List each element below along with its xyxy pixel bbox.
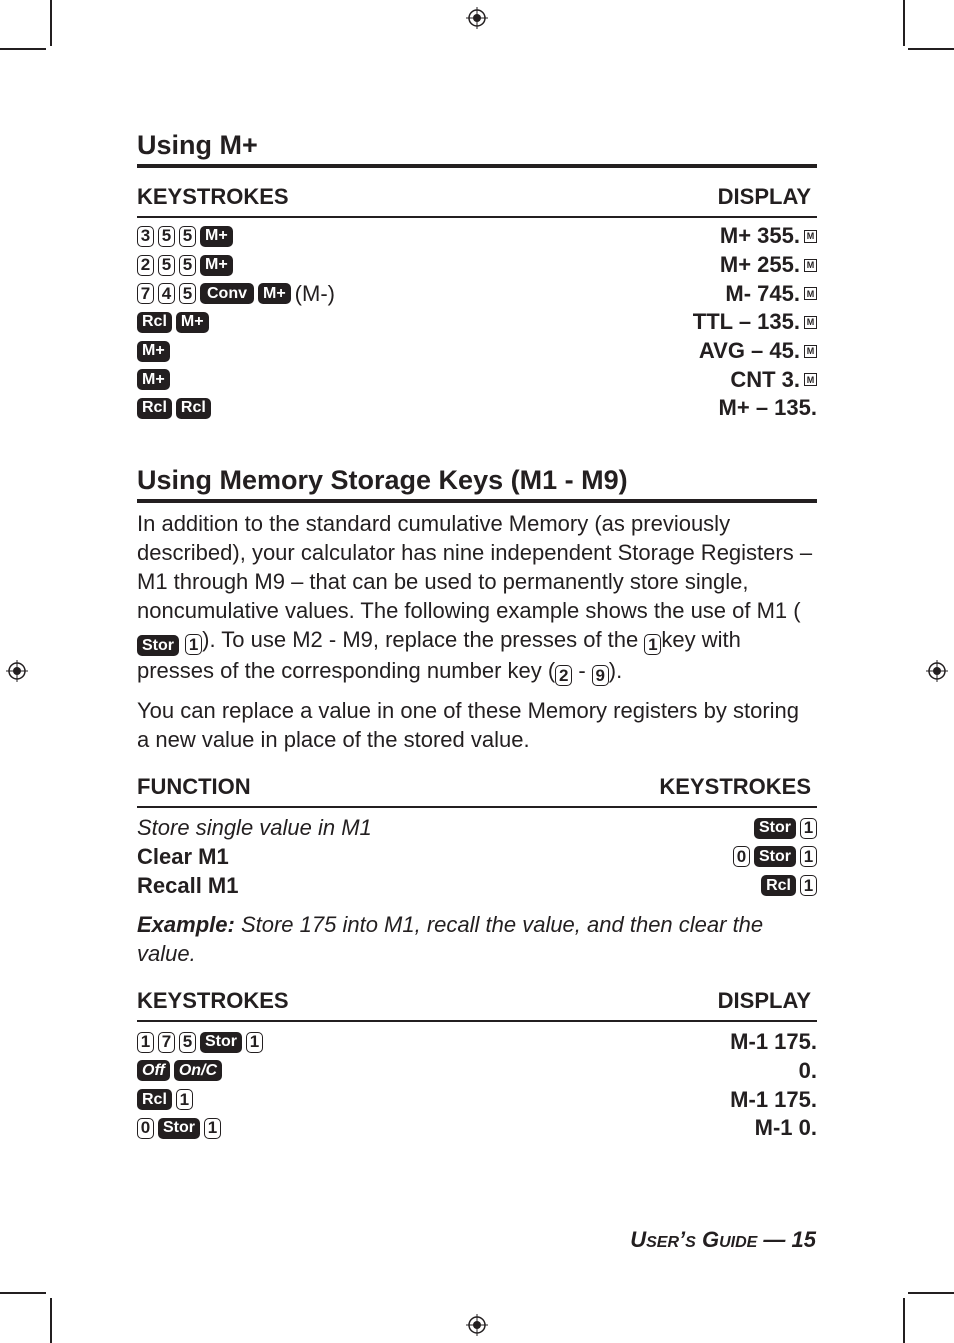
- key-rcl: Rcl: [176, 398, 211, 419]
- keystroke-cell: [137, 312, 209, 333]
- section-title-using-m-plus: Using M+: [137, 130, 258, 160]
- display-value: M+ 255.: [719, 252, 800, 278]
- table-row: [137, 1028, 817, 1057]
- crop-mark: [903, 1298, 905, 1343]
- table-row: [137, 394, 817, 423]
- key-7: 7: [158, 1032, 175, 1053]
- key-mplus: M+: [200, 255, 233, 276]
- table-row: [137, 337, 817, 366]
- key-mplus: M+: [176, 312, 209, 333]
- key-5: 5: [179, 1032, 196, 1053]
- function-label: Clear M1: [137, 843, 229, 869]
- text-span: -: [572, 657, 592, 683]
- divider: [137, 499, 817, 503]
- display-cell: [799, 1058, 817, 1084]
- keystroke-cell: [137, 369, 170, 390]
- keystroke-cell: [137, 1032, 263, 1053]
- key-1: 1: [800, 818, 817, 839]
- key-rcl: Rcl: [137, 398, 172, 419]
- key-1: 1: [176, 1089, 193, 1110]
- example-text: Store 175 into M1, recall the value, and then clear the value.: [137, 911, 764, 966]
- text-span: In addition to the standard cumulative Memory (as previously described), your calculator has nine independent Storage Registers – M1 through M9 – that can be used to permanently store single, noncumulative values. The following example shows the use of M1 (: [137, 510, 813, 623]
- footer-text: SER: [646, 1234, 680, 1251]
- key-5: 5: [179, 255, 196, 276]
- key-conv: Conv: [200, 283, 254, 304]
- memory-indicator-icon: M: [804, 259, 817, 272]
- key-mplus: M+: [137, 369, 170, 390]
- key-1: 1: [137, 1032, 154, 1053]
- footer-text: S: [685, 1234, 696, 1251]
- example-table: [137, 1022, 817, 1143]
- key-stor: Stor: [200, 1032, 242, 1053]
- key-stor: Stor: [158, 1118, 200, 1139]
- column-header-keystrokes: KEYSTROKES: [137, 184, 289, 209]
- keystroke-cell: [137, 341, 170, 362]
- key-1: 1: [204, 1118, 221, 1139]
- memory-indicator-icon: M: [804, 345, 817, 358]
- function-label: Store single value in M1: [137, 815, 372, 841]
- display-value: M+ 355.: [719, 223, 800, 249]
- keystroke-cell: [137, 398, 211, 419]
- display-cell: [725, 281, 817, 307]
- column-header-display: DISPLAY: [717, 987, 811, 1013]
- display-value: M-1 175.: [730, 1086, 817, 1112]
- key-1: 1: [644, 634, 661, 655]
- table-row: [137, 1085, 817, 1114]
- table-row: [137, 279, 817, 308]
- key-mplus: M+: [200, 226, 233, 247]
- key-0: 0: [733, 846, 750, 867]
- crop-mark: [0, 1292, 46, 1294]
- memory-indicator-icon: M: [804, 316, 817, 329]
- display-cell: [730, 1029, 817, 1055]
- keystroke-cell: [137, 1089, 193, 1110]
- table-row: [137, 251, 817, 280]
- display-cell: [719, 395, 817, 421]
- example-label: Example:: [137, 911, 235, 937]
- text-span: ).: [608, 657, 623, 683]
- footer-text: G: [701, 1227, 720, 1252]
- crop-mark: [908, 1292, 954, 1294]
- key-4: 4: [158, 283, 175, 304]
- display-value: M-1 0.: [754, 1115, 817, 1141]
- footer-page-number: — 15: [757, 1227, 816, 1252]
- key-rcl: Rcl: [137, 1089, 172, 1110]
- key-stor: Stor: [137, 635, 179, 656]
- display-cell: [720, 223, 817, 249]
- crop-mark: [0, 48, 46, 50]
- crop-mark: [908, 48, 954, 50]
- replace-paragraph: You can replace a value in one of these Memory registers by storing a new value in place of the stored value.: [137, 697, 799, 752]
- display-cell: [693, 309, 817, 335]
- display-cell: [730, 367, 817, 393]
- key-9: 9: [592, 665, 609, 686]
- crop-mark: [50, 0, 52, 46]
- keystroke-note: (M-): [294, 280, 335, 306]
- function-label: Recall M1: [137, 872, 239, 898]
- key-mplus: M+: [137, 341, 170, 362]
- display-value: 0.: [798, 1057, 817, 1083]
- column-header-function: FUNCTION: [137, 773, 251, 799]
- keystroke-table: [137, 218, 817, 423]
- column-header-keystrokes: KEYSTROKES: [659, 773, 811, 799]
- display-value: M+ – 135.: [718, 395, 817, 421]
- text-span: key with presses of the corresponding number key (: [137, 626, 741, 683]
- keystroke-cell: [137, 255, 233, 276]
- page-content: [137, 128, 817, 1143]
- column-header-display: DISPLAY: [717, 184, 811, 209]
- registration-mark-icon: [6, 660, 28, 682]
- key-5: 5: [179, 283, 196, 304]
- keystroke-cell: [137, 226, 233, 247]
- key-2: 2: [555, 665, 572, 686]
- key-3: 3: [137, 226, 154, 247]
- display-cell: [720, 252, 817, 278]
- key-1: 1: [185, 634, 202, 655]
- display-value: M-1 175.: [730, 1029, 817, 1055]
- key-5: 5: [179, 226, 196, 247]
- display-value: TTL – 135.: [692, 309, 800, 335]
- key-stor: Stor: [754, 846, 796, 867]
- display-cell: [730, 1087, 817, 1113]
- crop-mark: [903, 0, 905, 46]
- key-2: 2: [137, 255, 154, 276]
- display-value: CNT 3.: [730, 366, 800, 392]
- footer-text: UIDE: [719, 1234, 758, 1251]
- display-value: M- 745.: [725, 280, 800, 306]
- memory-indicator-icon: M: [804, 230, 817, 243]
- key-1: 1: [800, 875, 817, 896]
- key-on-c: On/C: [174, 1060, 222, 1081]
- table-row: [137, 222, 817, 251]
- intro-paragraph: [137, 509, 817, 686]
- column-header-keystrokes: KEYSTROKES: [137, 987, 289, 1013]
- keystroke-cell: [137, 281, 335, 307]
- display-cell: [699, 338, 817, 364]
- page-footer: [630, 1227, 816, 1253]
- key-mplus: M+: [258, 283, 291, 304]
- function-table-header: [137, 754, 817, 806]
- key-rcl: Rcl: [761, 875, 796, 896]
- key-5: 5: [158, 226, 175, 247]
- crop-mark: [50, 1298, 52, 1343]
- registration-mark-icon: [466, 7, 488, 29]
- footer-text: ’: [679, 1227, 686, 1252]
- key-7: 7: [137, 283, 154, 304]
- keystroke-cell: [137, 1060, 222, 1081]
- keystroke-cell: [733, 846, 817, 867]
- keystroke-cell: [137, 1118, 221, 1139]
- function-table: [137, 808, 817, 900]
- registration-mark-icon: [466, 1314, 488, 1336]
- display-value: AVG – 45.: [698, 338, 800, 364]
- table-row: [137, 843, 817, 872]
- memory-indicator-icon: M: [804, 373, 817, 386]
- table-row: [137, 365, 817, 394]
- example-paragraph: [137, 910, 817, 968]
- key-stor: Stor: [754, 818, 796, 839]
- key-off: Off: [137, 1060, 170, 1081]
- table-row: [137, 308, 817, 337]
- table-row: [137, 1114, 817, 1143]
- table-header: [137, 168, 817, 216]
- key-0: 0: [137, 1118, 154, 1139]
- key-1: 1: [800, 846, 817, 867]
- table-row: [137, 814, 817, 843]
- footer-text: U: [630, 1227, 647, 1252]
- registration-mark-icon: [926, 660, 948, 682]
- table-row: [137, 871, 817, 900]
- keystroke-cell: [754, 818, 817, 839]
- section-title-memory-storage: Using Memory Storage Keys (M1 - M9): [137, 464, 628, 495]
- key-1: 1: [246, 1032, 263, 1053]
- table-row: [137, 1057, 817, 1086]
- example-table-header: [137, 968, 817, 1020]
- keystroke-cell: [761, 875, 817, 896]
- key-5: 5: [158, 255, 175, 276]
- key-rcl: Rcl: [137, 312, 172, 333]
- memory-indicator-icon: M: [804, 287, 817, 300]
- display-cell: [755, 1115, 817, 1141]
- text-span: ). To use M2 - M9, replace the presses of the: [202, 626, 645, 652]
